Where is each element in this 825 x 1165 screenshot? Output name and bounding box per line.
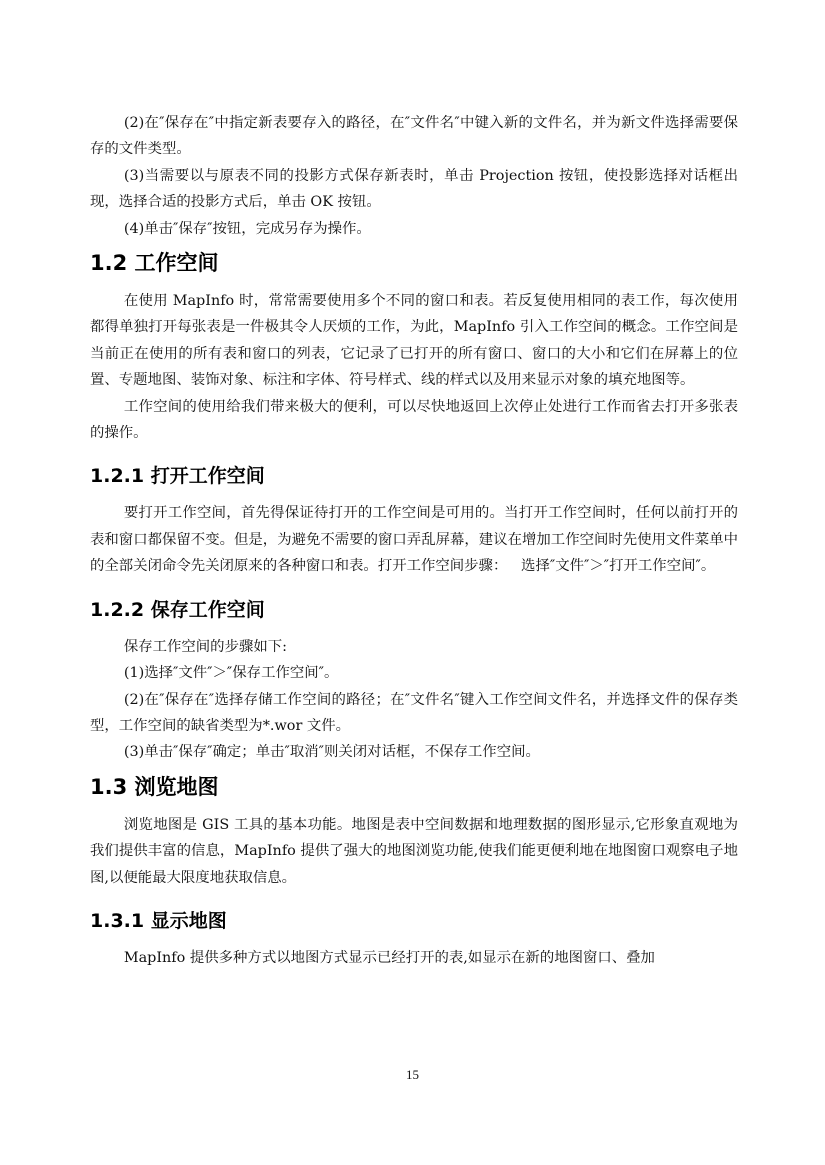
section-1-2-2-paragraph-4: (3)单击″保存″确定；单击″取消″则关闭对话框，不保存工作空间。 bbox=[123, 744, 540, 761]
section-1-3-1-paragraph-1: MapInfo 提供多种方式以地图方式显示已经打开的表,如显示在新的地图窗口、叠加 bbox=[123, 949, 655, 966]
section-1-3-1-heading: 1.3.1 显示地图 bbox=[90, 909, 227, 932]
section-1-2-1-heading: 1.2.1 打开工作空间 bbox=[90, 465, 265, 488]
step-4-paragraph: (4)单击″保存″按钮，完成另存为操作。 bbox=[123, 220, 371, 237]
section-1-2-heading: 1.2 工作空间 bbox=[90, 251, 219, 276]
page-body bbox=[90, 110, 738, 971]
section-1-2-2-paragraph-1: 保存工作空间的步骤如下: bbox=[123, 638, 287, 655]
page-number: 15 bbox=[406, 1067, 419, 1082]
section-1-2-paragraph-1: 在使用 MapInfo 时，常常需要使用多个不同的窗口和表。若反复使用相同的表工作，每次使用都得单独打开每张表是一件极其令人厌烦的工作，为此，MapInfo 引入工作空间的概念。工作空间是当前正在使用的所有表和窗口的列表，它记录了已打开的所有窗口、窗口的大小和它们在屏幕上的位置、专题地图、装饰对象、标注和字体、符号样式、线的样式以及用来显示对象的填充地图等。 bbox=[90, 293, 738, 389]
step-2-paragraph: (2)在″保存在″中指定新表要存入的路径，在″文件名″中键入新的文件名，并为新文件选择需要保存的文件类型。 bbox=[90, 115, 738, 158]
section-1-2-2-paragraph-3: (2)在″保存在″选择存储工作空间的路径；在″文件名″键入工作空间文件名，并选择文件的保存类型，工作空间的缺省类型为*.wor 文件。 bbox=[90, 691, 738, 734]
section-1-3-heading: 1.3 浏览地图 bbox=[90, 774, 219, 799]
section-1-2-2-heading: 1.2.2 保存工作空间 bbox=[90, 598, 265, 621]
step-3-paragraph: (3)当需要以与原表不同的投影方式保存新表时，单击 Projection 按钮，使投影选择对话框出现，选择合适的投影方式后，单击 OK 按钮。 bbox=[90, 167, 738, 211]
section-1-2-1-paragraph-1: 要打开工作空间，首先得保证待打开的工作空间是可用的。当打开工作空间时，任何以前打开的表和窗口都保留不变。但是，为避免不需要的窗口弄乱屏幕，建议在增加工作空间时先使用文件菜单中的全部关闭命令先关闭原来的各种窗口和表。打开工作空间步骤： 选择″文件″＞″打开工作空间″。 bbox=[90, 505, 738, 575]
section-1-2-paragraph-2: 工作空间的使用给我们带来极大的便利，可以尽快地返回上次停止处进行工作而省去打开多张表的操作。 bbox=[90, 398, 738, 442]
section-1-3-paragraph-1: 浏览地图是 GIS 工具的基本功能。地图是表中空间数据和地理数据的图形显示,它形象直观地为我们提供丰富的信息，MapInfo 提供了强大的地图浏览功能,使我们能更便利地在地图窗口观察电子地图,以便能最大限度地获取信息。 bbox=[90, 816, 738, 886]
section-1-2-2-paragraph-2: (1)选择″文件″＞″保存工作空间″。 bbox=[123, 665, 339, 682]
